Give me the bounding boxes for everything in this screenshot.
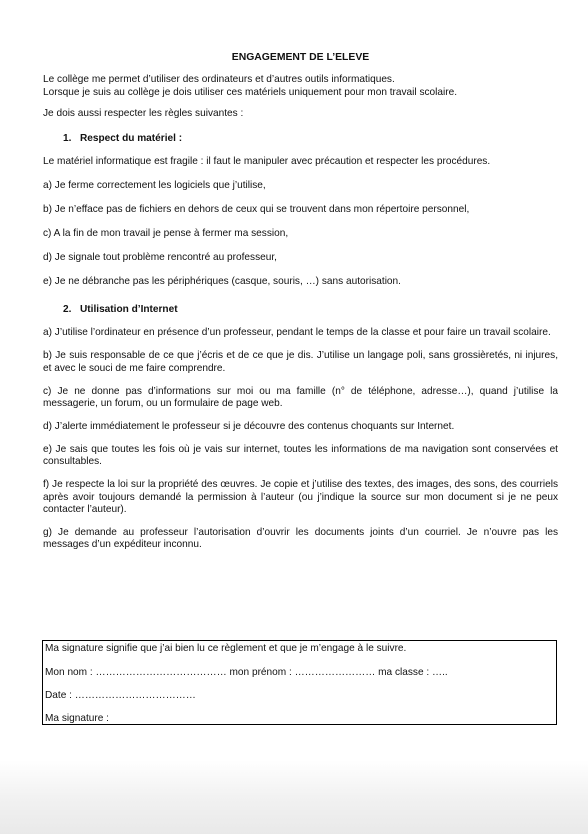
name-fields-line: Mon nom : ………………………………… mon prénom : …………………… ma classe : ….. [45,667,448,678]
rule-item: e) Je sais que toutes les fois où je vais sur internet, toutes les informations de ma navigation sont conservées et consultables. [43,443,558,468]
date-field-line: Date : ……………………………… [45,690,196,701]
section-1-lead: Le matériel informatique est fragile : il faut le manipuler avec précaution et respecter les procédures. [43,156,491,168]
section-2-title: Utilisation d’Internet [80,303,178,315]
rule-item: f) Je respecte la loi sur la propriété des œuvres. Je copie et j’utilise des textes, des images, des sons, des courriels après avoir toujours demandé la permission à l’auteur (ou j’indique la source sur mon document si je ne peux contacter l’auteur). [43,479,558,515]
document-title: ENGAGEMENT DE L’ELEVE [231,52,370,63]
rule-item: a) Je ferme correctement les logiciels que j’utilise, [43,179,266,191]
section-1-heading [63,133,558,145]
document-body [43,52,558,562]
signature-field-line: Ma signature : [45,713,109,724]
intro-line: Lorsque je suis au collège je dois utiliser ces matériels uniquement pour mon travail scolaire. [43,86,458,98]
section-2-number: 2. [63,303,72,315]
section-1-title: Respect du matériel : [80,132,183,144]
rule-item: d) J’alerte immédiatement le professeur si je découvre des contenus choquants sur Internet. [43,420,455,432]
signature-box [42,640,557,725]
signature-statement: Ma signature signifie que j’ai bien lu ce règlement et que je m’engage à le suivre. [45,643,407,654]
section-2-heading [63,304,558,316]
rule-item: c) Je ne donne pas d’informations sur moi ou ma famille (n° de téléphone, adresse…), quand j’utilise la messagerie, un forum, ou un formulaire de page web. [43,385,558,409]
rule-item: b) Je n’efface pas de fichiers en dehors de ceux qui se trouvent dans mon répertoire personnel, [43,203,470,215]
rule-item: a) J’utilise l’ordinateur en présence d’un professeur, pendant le temps de la classe et pour faire un travail scolaire. [43,327,551,339]
rules-intro: Je dois aussi respecter les règles suivantes : [43,108,244,120]
intro-line: Le collège me permet d’utiliser des ordinateurs et d’autres outils informatiques. [43,74,395,86]
section-2-items [43,327,558,551]
rule-item: e) Je ne débranche pas les périphériques (casque, souris, …) sans autorisation. [43,275,401,287]
rule-item: b) Je suis responsable de ce que j’écris et de ce que je dis. J’utilise un langage poli, sans grossièretés, ni injures, et avec le souci de me faire comprendre. [43,350,558,374]
rule-item: d) Je signale tout problème rencontré au professeur, [43,251,277,263]
section-1-number: 1. [63,132,72,144]
intro-paragraph [43,74,558,99]
rule-item: c) A la fin de mon travail je pense à fermer ma session, [43,227,289,239]
rule-item: g) Je demande au professeur l’autorisation d’ouvrir les documents joints d’un courriel. Je n’ouvre pas les messages d’un expéditeur inconnu. [43,526,558,551]
